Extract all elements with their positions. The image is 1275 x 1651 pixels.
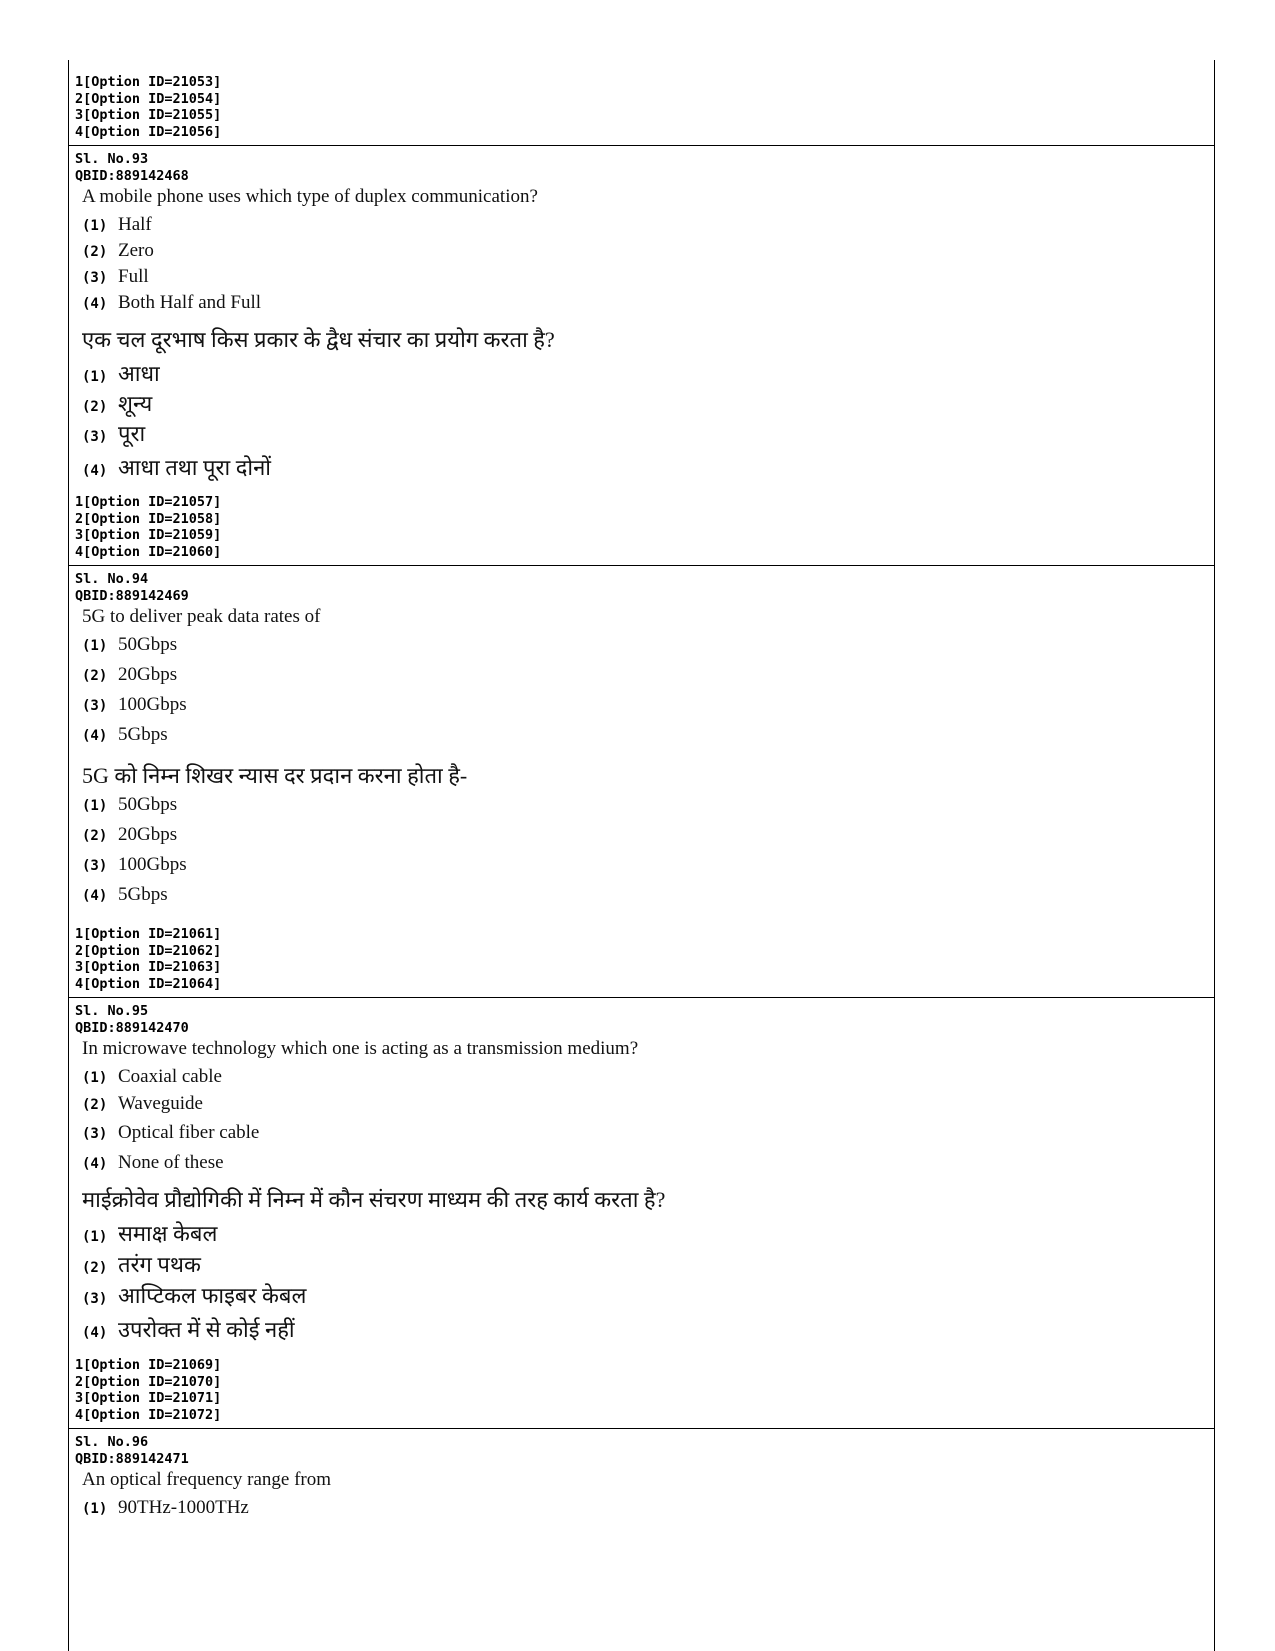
option-en: (3) Full xyxy=(82,266,149,287)
qbid: QBID:889142471 xyxy=(75,1450,189,1467)
option-id-line: 3[Option ID=21071] xyxy=(75,1390,222,1406)
question-text-en: A mobile phone uses which type of duplex communication? xyxy=(82,186,538,207)
option-en: (1) 50Gbps xyxy=(82,634,178,655)
question-block-94 xyxy=(69,565,1214,997)
question-text-en: An optical frequency range from xyxy=(82,1469,332,1490)
option-id-line: 1[Option ID=21069] xyxy=(75,1357,222,1373)
option-hi: (2) 20Gbps xyxy=(82,824,178,845)
option-en: (4) Both Half and Full xyxy=(82,292,262,313)
option-en: (1) Coaxial cable xyxy=(82,1066,222,1087)
option-id-line: 2[Option ID=21058] xyxy=(75,510,222,527)
option-hi: (2) शून्य xyxy=(82,391,153,416)
option-id-line: 4[Option ID=21064] xyxy=(75,975,222,992)
option-id-line: 1[Option ID=21061] xyxy=(75,926,222,942)
serial-number: Sl. No.96 xyxy=(75,1434,149,1450)
question-text-hi: एक चल दूरभाष किस प्रकार के द्वैध संचार का प्रयोग करता है? xyxy=(82,327,555,352)
option-id-line: 2[Option ID=21062] xyxy=(75,942,222,959)
option-ids xyxy=(75,494,1214,565)
option-en: (2) Waveguide xyxy=(82,1093,203,1114)
question-block-96 xyxy=(69,1428,1214,1525)
option-hi: (3) आप्टिकल फाइबर केबल xyxy=(82,1283,307,1308)
option-en: (2) Zero xyxy=(82,240,154,261)
option-id-line: 2[Option ID=21070] xyxy=(75,1373,222,1390)
option-en: (2) 20Gbps xyxy=(82,664,178,685)
question-block-95 xyxy=(69,997,1214,1428)
qbid: QBID:889142469 xyxy=(75,587,189,604)
option-hi: (3) 100Gbps xyxy=(82,854,187,875)
prev-option-ids xyxy=(69,60,1214,145)
option-en: (1) Half xyxy=(82,214,152,235)
option-en: (3) 100Gbps xyxy=(82,694,187,715)
question-text-hi: माईक्रोवेव प्रौद्योगिकी में निम्न में कौन संचरण माध्यम की तरह कार्य करता है? xyxy=(82,1187,666,1212)
question-block-93 xyxy=(69,145,1214,565)
qbid: QBID:889142468 xyxy=(75,167,189,184)
option-hi: (1) 50Gbps xyxy=(82,794,178,815)
question-text-hi: 5G को निम्न शिखर न्यास दर प्रदान करना होता है- xyxy=(82,763,468,788)
option-id-line: 3[Option ID=21055] xyxy=(75,107,222,123)
option-ids xyxy=(75,926,1214,997)
option-hi: (1) आधा xyxy=(82,361,160,386)
option-id-line: 4[Option ID=21056] xyxy=(75,123,222,140)
option-id-line: 1[Option ID=21057] xyxy=(75,494,222,510)
option-id-line: 3[Option ID=21059] xyxy=(75,527,222,543)
serial-number: Sl. No.94 xyxy=(75,571,149,587)
option-id-line: 1[Option ID=21053] xyxy=(75,74,222,90)
question-text-en: 5G to deliver peak data rates of xyxy=(82,606,321,627)
option-id-line: 4[Option ID=21072] xyxy=(75,1406,222,1423)
question-paper-page xyxy=(68,60,1215,1651)
option-hi: (2) तरंग पथक xyxy=(82,1252,201,1277)
option-id-line: 2[Option ID=21054] xyxy=(75,90,222,107)
option-hi: (4) 5Gbps xyxy=(82,884,168,905)
question-text-en: In microwave technology which one is acting as a transmission medium? xyxy=(82,1038,639,1059)
option-en: (1) 90THz-1000THz xyxy=(82,1497,249,1518)
option-en: (3) Optical fiber cable xyxy=(82,1122,260,1143)
option-ids xyxy=(75,1357,1214,1428)
option-en: (4) None of these xyxy=(82,1152,224,1173)
option-hi: (3) पूरा xyxy=(82,421,146,446)
option-hi: (4) आधा तथा पूरा दोनों xyxy=(82,455,271,480)
option-id-line: 3[Option ID=21063] xyxy=(75,959,222,975)
option-id-line: 4[Option ID=21060] xyxy=(75,543,222,560)
option-en: (4) 5Gbps xyxy=(82,724,168,745)
serial-number: Sl. No.93 xyxy=(75,151,149,167)
option-hi: (1) समाक्ष केबल xyxy=(82,1221,218,1246)
qbid: QBID:889142470 xyxy=(75,1019,189,1036)
option-hi: (4) उपरोक्त में से कोई नहीं xyxy=(82,1317,295,1342)
serial-number: Sl. No.95 xyxy=(75,1003,149,1019)
